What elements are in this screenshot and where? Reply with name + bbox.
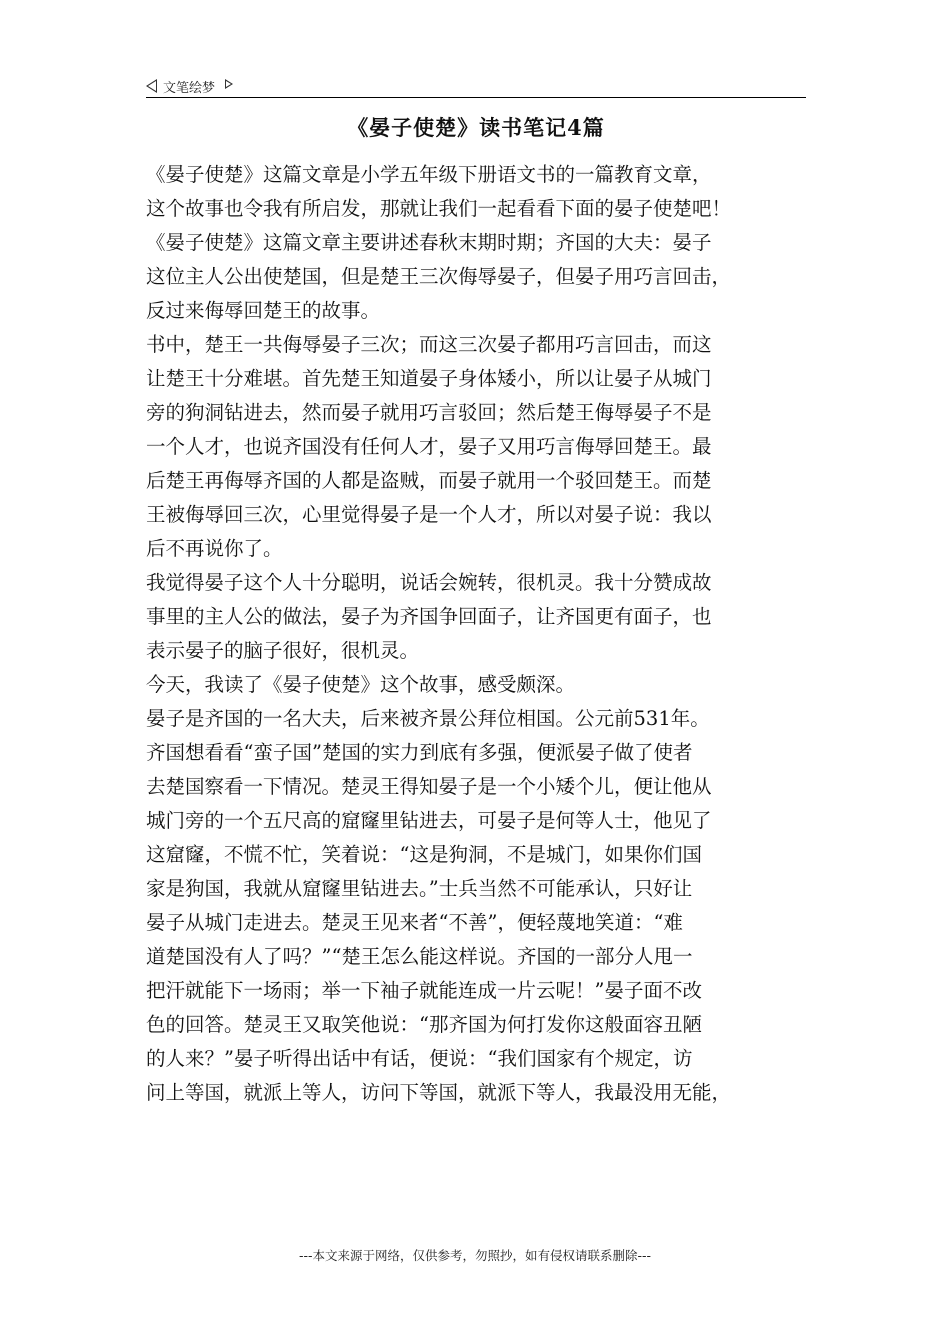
header-divider xyxy=(146,97,806,98)
body-line: 道楚国没有人了吗？”“楚王怎么能这样说。齐国的一部分人甩一 xyxy=(146,945,693,968)
body-line: 《晏子使楚》这篇文章是小学五年级下册语文书的一篇教育文章， xyxy=(146,163,712,186)
body-line: 城门旁的一个五尺高的窟窿里钻进去，可晏子是何等人士，他见了 xyxy=(146,809,712,832)
document-body xyxy=(146,158,808,1110)
body-line: 这位主人公出使楚国，但是楚王三次侮辱晏子，但晏子用巧言回击， xyxy=(146,265,732,288)
body-line: 把汗就能下一场雨；举一下袖子就能连成一片云呢！”晏子面不改 xyxy=(146,979,702,1002)
body-line: 的人来？”晏子听得出话中有话，便说：“我们国家有个规定，访 xyxy=(146,1047,693,1070)
body-line: 今天，我读了《晏子使楚》这个故事，感受颇深。 xyxy=(146,673,576,696)
body-line: 旁的狗洞钻进去，然而晏子就用巧言驳回；然后楚王侮辱晏子不是 xyxy=(146,401,712,424)
body-line: 后不再说你了。 xyxy=(146,537,283,560)
body-line: 后楚王再侮辱齐国的人都是盗贼，而晏子就用一个驳回楚王。而楚 xyxy=(146,469,712,492)
body-line: 晏子从城门走进去。楚灵王见来者“不善”，便轻蔑地笑道：“难 xyxy=(146,911,683,934)
page-header xyxy=(146,74,806,98)
body-line: 晏子是齐国的一名大夫，后来被齐景公拜位相国。公元前531年。 xyxy=(146,707,710,730)
body-line: 这个故事也令我有所启发，那就让我们一起看看下面的晏子使楚吧！ xyxy=(146,197,732,220)
footer-disclaimer: ---本文来源于网络，仅供参考，勿照抄，如有侵权请联系删除--- xyxy=(298,1248,652,1263)
body-line: 色的回答。楚灵王又取笑他说：“那齐国为何打发你这般面容丑陋 xyxy=(146,1013,702,1036)
header-brand: 文笔绘梦 xyxy=(163,80,216,96)
triangle-left-icon xyxy=(146,79,157,93)
body-line: 问上等国，就派上等人，访问下等国，就派下等人，我最没用无能， xyxy=(146,1081,732,1104)
body-line: 去楚国察看一下情况。楚灵王得知晏子是一个小矮个儿，便让他从 xyxy=(146,775,712,798)
body-line: 齐国想看看“蛮子国”楚国的实力到底有多强，便派晏子做了使者 xyxy=(146,741,693,764)
triangle-right-icon xyxy=(225,79,233,89)
body-line: 这窟窿，不慌不忙，笑着说：“这是狗洞，不是城门，如果你们国 xyxy=(146,843,702,866)
body-line: 让楚王十分难堪。首先楚王知道晏子身体矮小，所以让晏子从城门 xyxy=(146,367,712,390)
body-line: 王被侮辱回三次，心里觉得晏子是一个人才，所以对晏子说：我以 xyxy=(146,503,712,526)
body-line: 家是狗国，我就从窟窿里钻进去。”士兵当然不可能承认，只好让 xyxy=(146,877,693,900)
body-line: 一个人才，也说齐国没有任何人才，晏子又用巧言侮辱回楚王。最 xyxy=(146,435,712,458)
body-line: 《晏子使楚》这篇文章主要讲述春秋末期时期；齐国的大夫：晏子 xyxy=(146,231,712,254)
body-line: 我觉得晏子这个人十分聪明，说话会婉转，很机灵。我十分赞成故 xyxy=(146,571,712,594)
document-title: 《晏子使楚》读书笔记4篇 xyxy=(347,115,605,140)
body-line: 事里的主人公的做法，晏子为齐国争回面子，让齐国更有面子，也 xyxy=(146,605,712,628)
body-line: 书中，楚王一共侮辱晏子三次；而这三次晏子都用巧言回击，而这 xyxy=(146,333,712,356)
body-line: 表示晏子的脑子很好，很机灵。 xyxy=(146,639,420,662)
body-line: 反过来侮辱回楚王的故事。 xyxy=(146,299,381,322)
